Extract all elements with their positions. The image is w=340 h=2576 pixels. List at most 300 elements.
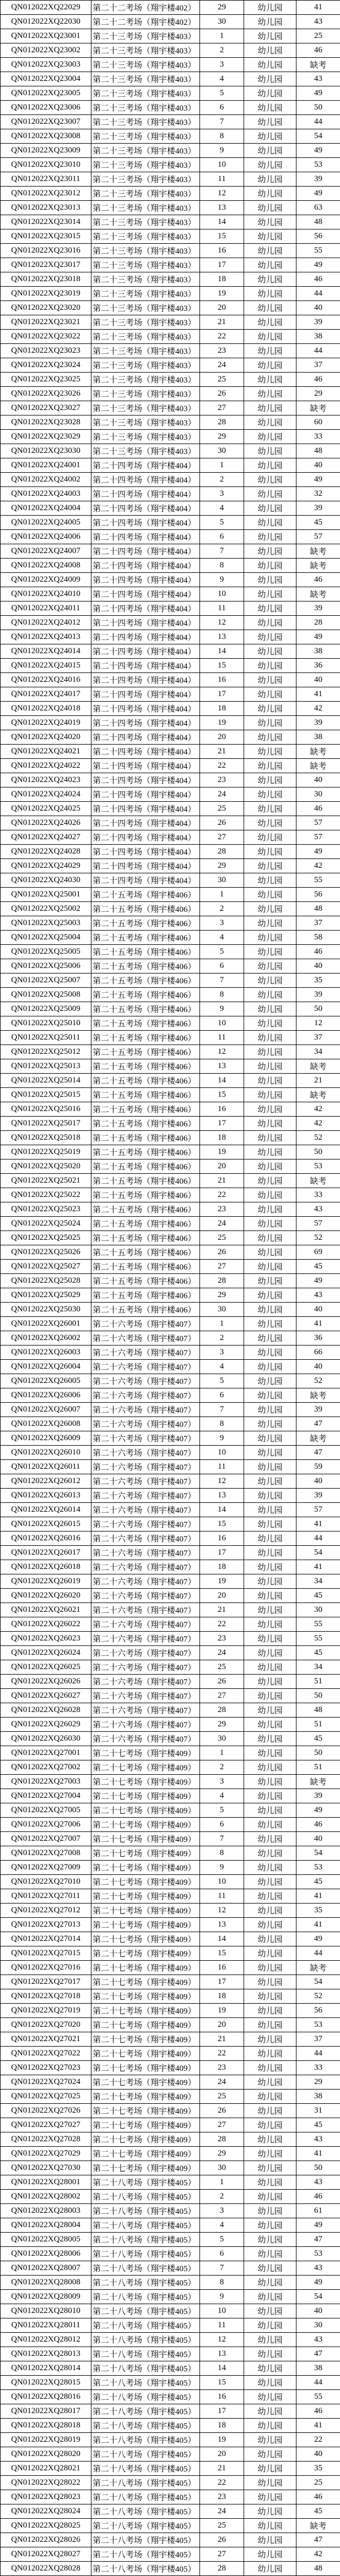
category-cell: 幼儿园	[244, 1775, 296, 1789]
seat-number-cell: 8	[200, 988, 244, 1002]
exam-code-cell: QN012022XQ24009	[1, 573, 91, 587]
table-row	[1, 1718, 340, 1732]
score-cell: 57	[296, 530, 340, 544]
score-cell: 41	[296, 687, 340, 702]
exam-code-cell: QN012022XQ25022	[1, 1188, 91, 1202]
category-cell: 幼儿园	[244, 1131, 296, 1145]
venue-cell: 第二十三考场（翔宇楼403）	[91, 86, 200, 101]
seat-number-cell: 21	[200, 1174, 244, 1188]
score-cell: 缺考	[296, 559, 340, 573]
category-cell: 幼儿园	[244, 2018, 296, 2032]
category-cell: 幼儿园	[244, 1117, 296, 1131]
table-row	[1, 2476, 340, 2490]
category-cell: 幼儿园	[244, 2519, 296, 2533]
score-cell: 49	[296, 1932, 340, 1946]
category-cell: 幼儿园	[244, 1989, 296, 2004]
score-cell: 41	[296, 2147, 340, 2161]
exam-code-cell: QN012022XQ26025	[1, 1660, 91, 1675]
score-cell: 56	[296, 2004, 340, 2018]
category-cell: 幼儿园	[244, 187, 296, 201]
venue-cell: 第二十六考场（翔宇楼407）	[91, 1517, 200, 1532]
category-cell: 幼儿园	[244, 702, 296, 716]
score-cell: 36	[296, 659, 340, 673]
seat-number-cell: 3	[200, 916, 244, 931]
exam-code-cell: QN012022XQ25008	[1, 988, 91, 1002]
venue-cell: 第二十七考场（翔宇楼409）	[91, 1961, 200, 1975]
seat-number-cell: 29	[200, 430, 244, 444]
seat-number-cell: 28	[200, 2562, 244, 2576]
seat-number-cell: 28	[200, 845, 244, 859]
table-row	[1, 1946, 340, 1961]
exam-code-cell: QN012022XQ25001	[1, 888, 91, 902]
category-cell: 幼儿园	[244, 1675, 296, 1689]
exam-code-cell: QN012022XQ26029	[1, 1718, 91, 1732]
seat-number-cell: 12	[200, 1904, 244, 1918]
venue-cell: 第二十四考场（翔宇楼404）	[91, 816, 200, 830]
exam-code-cell: QN012022XQ28018	[1, 2419, 91, 2433]
seat-number-cell: 9	[200, 1002, 244, 1016]
category-cell: 幼儿园	[244, 1145, 296, 1160]
table-row	[1, 730, 340, 745]
score-cell: 45	[296, 1875, 340, 1889]
table-row	[1, 115, 340, 129]
score-cell: 49	[296, 258, 340, 272]
venue-cell: 第二十四考场（翔宇楼404）	[91, 616, 200, 630]
table-row	[1, 2419, 340, 2433]
score-cell: 44	[296, 2047, 340, 2061]
venue-cell: 第二十四考场（翔宇楼404）	[91, 859, 200, 873]
seat-number-cell: 15	[200, 659, 244, 673]
venue-cell: 第二十三考场（翔宇楼403）	[91, 72, 200, 86]
exam-code-cell: QN012022XQ28012	[1, 2333, 91, 2347]
seat-number-cell: 18	[200, 1989, 244, 2004]
seat-number-cell: 24	[200, 787, 244, 802]
category-cell: 幼儿园	[244, 2218, 296, 2233]
venue-cell: 第二十七考场（翔宇楼409）	[91, 1818, 200, 1832]
exam-code-cell: QN012022XQ27012	[1, 1904, 91, 1918]
seat-number-cell: 22	[200, 330, 244, 344]
category-cell: 幼儿园	[244, 1174, 296, 1188]
table-row	[1, 387, 340, 401]
venue-cell: 第二十六考场（翔宇楼407）	[91, 1546, 200, 1560]
score-cell: 缺考	[296, 1088, 340, 1102]
category-cell: 幼儿园	[244, 43, 296, 58]
venue-cell: 第二十四考场（翔宇楼404）	[91, 730, 200, 745]
score-cell: 46	[296, 373, 340, 387]
exam-code-cell: QN012022XQ24028	[1, 845, 91, 859]
category-cell: 幼儿园	[244, 2204, 296, 2218]
score-cell: 38	[296, 2090, 340, 2104]
venue-cell: 第二十八考场（翔宇楼405）	[91, 2433, 200, 2447]
exam-code-cell: QN012022XQ28017	[1, 2404, 91, 2419]
exam-code-cell: QN012022XQ27013	[1, 1918, 91, 1932]
score-cell: 28	[296, 616, 340, 630]
venue-cell: 第二十六考场（翔宇楼407）	[91, 1403, 200, 1417]
seat-number-cell: 30	[200, 15, 244, 29]
table-row	[1, 1174, 340, 1188]
venue-cell: 第二十五考场（翔宇楼406）	[91, 1145, 200, 1160]
exam-code-cell: QN012022XQ27027	[1, 2118, 91, 2132]
seat-number-cell: 14	[200, 1932, 244, 1946]
score-cell: 37	[296, 358, 340, 373]
seat-number-cell: 15	[200, 229, 244, 244]
table-row	[1, 129, 340, 144]
exam-code-cell: QN012022XQ26024	[1, 1646, 91, 1660]
venue-cell: 第二十八考场（翔宇楼405）	[91, 2290, 200, 2304]
table-row	[1, 630, 340, 644]
category-cell: 幼儿园	[244, 2190, 296, 2204]
category-cell: 幼儿园	[244, 1231, 296, 1245]
exam-code-cell: QN012022XQ24030	[1, 873, 91, 888]
table-row	[1, 830, 340, 845]
score-cell: 51	[296, 1718, 340, 1732]
venue-cell: 第二十六考场（翔宇楼407）	[91, 1689, 200, 1703]
venue-cell: 第二十七考场（翔宇楼409）	[91, 1904, 200, 1918]
category-cell: 幼儿园	[244, 315, 296, 330]
venue-cell: 第二十八考场（翔宇楼405）	[91, 2419, 200, 2433]
seat-number-cell: 10	[200, 1875, 244, 1889]
venue-cell: 第二十四考场（翔宇楼404）	[91, 702, 200, 716]
table-row	[1, 2276, 340, 2290]
category-cell: 幼儿园	[244, 415, 296, 430]
exam-code-cell: QN012022XQ27007	[1, 1832, 91, 1846]
table-row	[1, 1975, 340, 1989]
category-cell: 幼儿园	[244, 2533, 296, 2547]
category-cell: 幼儿园	[244, 2447, 296, 2462]
score-cell: 35	[296, 2462, 340, 2476]
seat-number-cell: 22	[200, 2476, 244, 2490]
category-cell: 幼儿园	[244, 1760, 296, 1775]
exam-code-cell: QN012022XQ28006	[1, 2247, 91, 2261]
venue-cell: 第二十四考场（翔宇楼404）	[91, 687, 200, 702]
exam-code-cell: QN012022XQ27006	[1, 1818, 91, 1832]
score-cell: 30	[296, 2318, 340, 2333]
category-cell: 幼儿园	[244, 2090, 296, 2104]
score-cell: 63	[296, 201, 340, 215]
exam-code-cell: QN012022XQ24010	[1, 587, 91, 601]
seat-number-cell: 26	[200, 2104, 244, 2118]
exam-code-cell: QN012022XQ24007	[1, 544, 91, 559]
seat-number-cell: 23	[200, 1632, 244, 1646]
score-cell: 40	[296, 1832, 340, 1846]
venue-cell: 第二十三考场（翔宇楼403）	[91, 387, 200, 401]
seat-number-cell: 19	[200, 2004, 244, 2018]
table-row	[1, 2304, 340, 2318]
venue-cell: 第二十八考场（翔宇楼405）	[91, 2204, 200, 2218]
venue-cell: 第二十八考场（翔宇楼405）	[91, 2562, 200, 2576]
venue-cell: 第二十四考场（翔宇楼404）	[91, 716, 200, 730]
seat-number-cell: 11	[200, 1460, 244, 1474]
seat-number-cell: 24	[200, 1646, 244, 1660]
score-cell: 61	[296, 2204, 340, 2218]
exam-code-cell: QN012022XQ25013	[1, 1059, 91, 1074]
exam-code-cell: QN012022XQ23012	[1, 187, 91, 201]
seat-number-cell: 10	[200, 587, 244, 601]
score-cell: 51	[296, 1760, 340, 1775]
category-cell: 幼儿园	[244, 830, 296, 845]
score-cell: 39	[296, 1403, 340, 1417]
category-cell: 幼儿园	[244, 1002, 296, 1016]
category-cell: 幼儿园	[244, 2490, 296, 2504]
seat-number-cell: 13	[200, 1489, 244, 1503]
table-row	[1, 1632, 340, 1646]
venue-cell: 第二十四考场（翔宇楼404）	[91, 573, 200, 587]
exam-code-cell: QN012022XQ27030	[1, 2161, 91, 2175]
venue-cell: 第二十六考场（翔宇楼407）	[91, 1589, 200, 1603]
venue-cell: 第二十五考场（翔宇楼406）	[91, 916, 200, 931]
score-cell: 40	[296, 1360, 340, 1374]
category-cell: 幼儿园	[244, 587, 296, 601]
table-row	[1, 2218, 340, 2233]
category-cell: 幼儿园	[244, 1260, 296, 1274]
score-cell: 44	[296, 1946, 340, 1961]
category-cell: 幼儿园	[244, 2147, 296, 2161]
score-cell: 53	[296, 158, 340, 172]
table-row	[1, 272, 340, 287]
venue-cell: 第二十七考场（翔宇楼409）	[91, 1932, 200, 1946]
venue-cell: 第二十六考场（翔宇楼407）	[91, 1489, 200, 1503]
venue-cell: 第二十六考场（翔宇楼407）	[91, 1574, 200, 1589]
score-cell: 49	[296, 86, 340, 101]
exam-code-cell: QN012022XQ23006	[1, 101, 91, 115]
table-row	[1, 1045, 340, 1059]
category-cell: 幼儿园	[244, 1460, 296, 1474]
category-cell: 幼儿园	[244, 229, 296, 244]
category-cell: 幼儿园	[244, 1646, 296, 1660]
seat-number-cell: 23	[200, 773, 244, 787]
seat-number-cell: 26	[200, 387, 244, 401]
venue-cell: 第二十八考场（翔宇楼405）	[91, 2233, 200, 2247]
score-cell: 51	[296, 1675, 340, 1689]
table-row	[1, 1603, 340, 1617]
score-cell: 33	[296, 430, 340, 444]
exam-code-cell: QN012022XQ23019	[1, 287, 91, 301]
score-cell: 48	[296, 215, 340, 229]
score-cell: 缺考	[296, 587, 340, 601]
category-cell: 幼儿园	[244, 2361, 296, 2376]
category-cell: 幼儿园	[244, 1274, 296, 1288]
exam-code-cell: QN012022XQ26002	[1, 1331, 91, 1346]
exam-code-cell: QN012022XQ26009	[1, 1431, 91, 1446]
exam-code-cell: QN012022XQ26019	[1, 1574, 91, 1589]
table-row	[1, 2318, 340, 2333]
category-cell: 幼儿园	[244, 2462, 296, 2476]
score-cell: 25	[296, 29, 340, 43]
exam-code-cell: QN012022XQ28026	[1, 2533, 91, 2547]
category-cell: 幼儿园	[244, 1889, 296, 1904]
table-row	[1, 229, 340, 244]
table-row	[1, 2061, 340, 2075]
seat-number-cell: 10	[200, 1446, 244, 1460]
score-cell: 33	[296, 1188, 340, 1202]
score-cell: 缺考	[296, 401, 340, 415]
exam-code-cell: QN012022XQ27019	[1, 2004, 91, 2018]
table-row	[1, 959, 340, 973]
exam-code-cell: QN012022XQ28027	[1, 2547, 91, 2562]
score-cell: 34	[296, 1045, 340, 1059]
score-cell: 45	[296, 1646, 340, 1660]
exam-code-cell: QN012022XQ28023	[1, 2490, 91, 2504]
table-row	[1, 544, 340, 559]
exam-code-cell: QN012022XQ27020	[1, 2018, 91, 2032]
venue-cell: 第二十八考场（翔宇楼405）	[91, 2333, 200, 2347]
exam-code-cell: QN012022XQ27028	[1, 2132, 91, 2147]
exam-code-cell: QN012022XQ27018	[1, 1989, 91, 2004]
table-row	[1, 802, 340, 816]
table-row	[1, 2004, 340, 2018]
score-cell: 缺考	[296, 2519, 340, 2533]
table-row	[1, 2018, 340, 2032]
table-row	[1, 101, 340, 115]
exam-code-cell: QN012022XQ25015	[1, 1088, 91, 1102]
exam-code-cell: QN012022XQ26004	[1, 1360, 91, 1374]
venue-cell: 第二十六考场（翔宇楼407）	[91, 1360, 200, 1374]
table-row	[1, 1803, 340, 1818]
category-cell: 幼儿园	[244, 358, 296, 373]
exam-code-cell: QN012022XQ25002	[1, 902, 91, 916]
score-cell: 46	[296, 1818, 340, 1832]
venue-cell: 第二十五考场（翔宇楼406）	[91, 945, 200, 959]
table-row	[1, 573, 340, 587]
score-cell: 52	[296, 1374, 340, 1388]
score-cell: 54	[296, 129, 340, 144]
seat-number-cell: 7	[200, 1403, 244, 1417]
seat-number-cell: 27	[200, 1689, 244, 1703]
table-row	[1, 2447, 340, 2462]
category-cell: 幼儿园	[244, 2118, 296, 2132]
exam-code-cell: QN012022XQ23024	[1, 358, 91, 373]
table-row	[1, 215, 340, 229]
table-row	[1, 2132, 340, 2147]
venue-cell: 第二十八考场（翔宇楼405）	[91, 2261, 200, 2276]
venue-cell: 第二十八考场（翔宇楼405）	[91, 2462, 200, 2476]
seat-number-cell: 19	[200, 287, 244, 301]
category-cell: 幼儿园	[244, 2404, 296, 2419]
table-row	[1, 1217, 340, 1231]
venue-cell: 第二十三考场（翔宇楼403）	[91, 315, 200, 330]
category-cell: 幼儿园	[244, 1102, 296, 1117]
seat-number-cell: 30	[200, 444, 244, 458]
score-cell: 38	[296, 330, 340, 344]
category-cell: 幼儿园	[244, 773, 296, 787]
seat-number-cell: 20	[200, 2447, 244, 2462]
table-row	[1, 2204, 340, 2218]
table-row	[1, 1160, 340, 1174]
score-cell: 30	[296, 1603, 340, 1617]
exam-code-cell: QN012022XQ28019	[1, 2433, 91, 2447]
score-cell: 38	[296, 644, 340, 659]
seat-number-cell: 21	[200, 745, 244, 759]
score-cell: 45	[296, 1732, 340, 1746]
score-cell: 50	[296, 1746, 340, 1760]
exam-code-cell: QN012022XQ27022	[1, 2047, 91, 2061]
score-cell: 56	[296, 888, 340, 902]
seat-number-cell: 30	[200, 1732, 244, 1746]
venue-cell: 第二十七考场（翔宇楼409）	[91, 2032, 200, 2047]
category-cell: 幼儿园	[244, 759, 296, 773]
venue-cell: 第二十七考场（翔宇楼409）	[91, 2104, 200, 2118]
table-row	[1, 473, 340, 487]
table-row	[1, 29, 340, 43]
category-cell: 幼儿园	[244, 1303, 296, 1317]
category-cell: 幼儿园	[244, 1946, 296, 1961]
venue-cell: 第二十三考场（翔宇楼403）	[91, 101, 200, 115]
score-cell: 41	[296, 1918, 340, 1932]
exam-code-cell: QN012022XQ24014	[1, 644, 91, 659]
seat-number-cell: 13	[200, 2347, 244, 2361]
exam-code-cell: QN012022XQ26003	[1, 1346, 91, 1360]
venue-cell: 第二十六考场（翔宇楼407）	[91, 1431, 200, 1446]
table-row	[1, 1818, 340, 1832]
table-row	[1, 902, 340, 916]
table-row	[1, 72, 340, 86]
score-cell: 缺考	[296, 759, 340, 773]
score-cell: 缺考	[296, 1961, 340, 1975]
category-cell: 幼儿园	[244, 888, 296, 902]
seat-number-cell: 2	[200, 902, 244, 916]
venue-cell: 第二十三考场（翔宇楼403）	[91, 373, 200, 387]
score-cell: 缺考	[296, 58, 340, 72]
venue-cell: 第二十六考场（翔宇楼407）	[91, 1632, 200, 1646]
table-row	[1, 2433, 340, 2447]
venue-cell: 第二十三考场（翔宇楼403）	[91, 444, 200, 458]
category-cell: 幼儿园	[244, 2104, 296, 2118]
table-row	[1, 1589, 340, 1603]
venue-cell: 第二十三考场（翔宇楼403）	[91, 330, 200, 344]
category-cell: 幼儿园	[244, 2433, 296, 2447]
venue-cell: 第二十四考场（翔宇楼404）	[91, 530, 200, 544]
table-row	[1, 2032, 340, 2047]
table-row	[1, 659, 340, 673]
exam-code-cell: QN012022XQ22029	[1, 1, 91, 15]
seat-number-cell: 21	[200, 2032, 244, 2047]
category-cell: 幼儿园	[244, 2047, 296, 2061]
category-cell: 幼儿园	[244, 1403, 296, 1417]
category-cell: 幼儿园	[244, 1160, 296, 1174]
exam-code-cell: QN012022XQ25003	[1, 916, 91, 931]
category-cell: 幼儿园	[244, 2075, 296, 2090]
score-cell: 46	[296, 945, 340, 959]
exam-code-cell: QN012022XQ23013	[1, 201, 91, 215]
venue-cell: 第二十三考场（翔宇楼403）	[91, 115, 200, 129]
exam-code-cell: QN012022XQ26010	[1, 1446, 91, 1460]
venue-cell: 第二十四考场（翔宇楼404）	[91, 487, 200, 501]
venue-cell: 第二十三考场（翔宇楼403）	[91, 129, 200, 144]
seat-number-cell: 13	[200, 201, 244, 215]
score-cell: 41	[296, 1889, 340, 1904]
score-cell: 41	[296, 1560, 340, 1574]
category-cell: 幼儿园	[244, 687, 296, 702]
exam-code-cell: QN012022XQ23017	[1, 258, 91, 272]
exam-code-cell: QN012022XQ24029	[1, 859, 91, 873]
seat-number-cell: 16	[200, 1961, 244, 1975]
seat-number-cell: 18	[200, 1560, 244, 1574]
score-cell: 48	[296, 902, 340, 916]
category-cell: 幼儿园	[244, 115, 296, 129]
exam-code-cell: QN012022XQ28004	[1, 2218, 91, 2233]
seat-number-cell: 4	[200, 931, 244, 945]
category-cell: 幼儿园	[244, 1388, 296, 1403]
seat-number-cell: 8	[200, 1846, 244, 1861]
category-cell: 幼儿园	[244, 1832, 296, 1846]
venue-cell: 第二十八考场（翔宇楼405）	[91, 2276, 200, 2290]
venue-cell: 第二十五考场（翔宇楼406）	[91, 1231, 200, 1245]
score-cell: 40	[296, 1474, 340, 1489]
table-row	[1, 2390, 340, 2404]
seat-number-cell: 6	[200, 2247, 244, 2261]
category-cell: 幼儿园	[244, 129, 296, 144]
exam-code-cell: QN012022XQ27005	[1, 1803, 91, 1818]
